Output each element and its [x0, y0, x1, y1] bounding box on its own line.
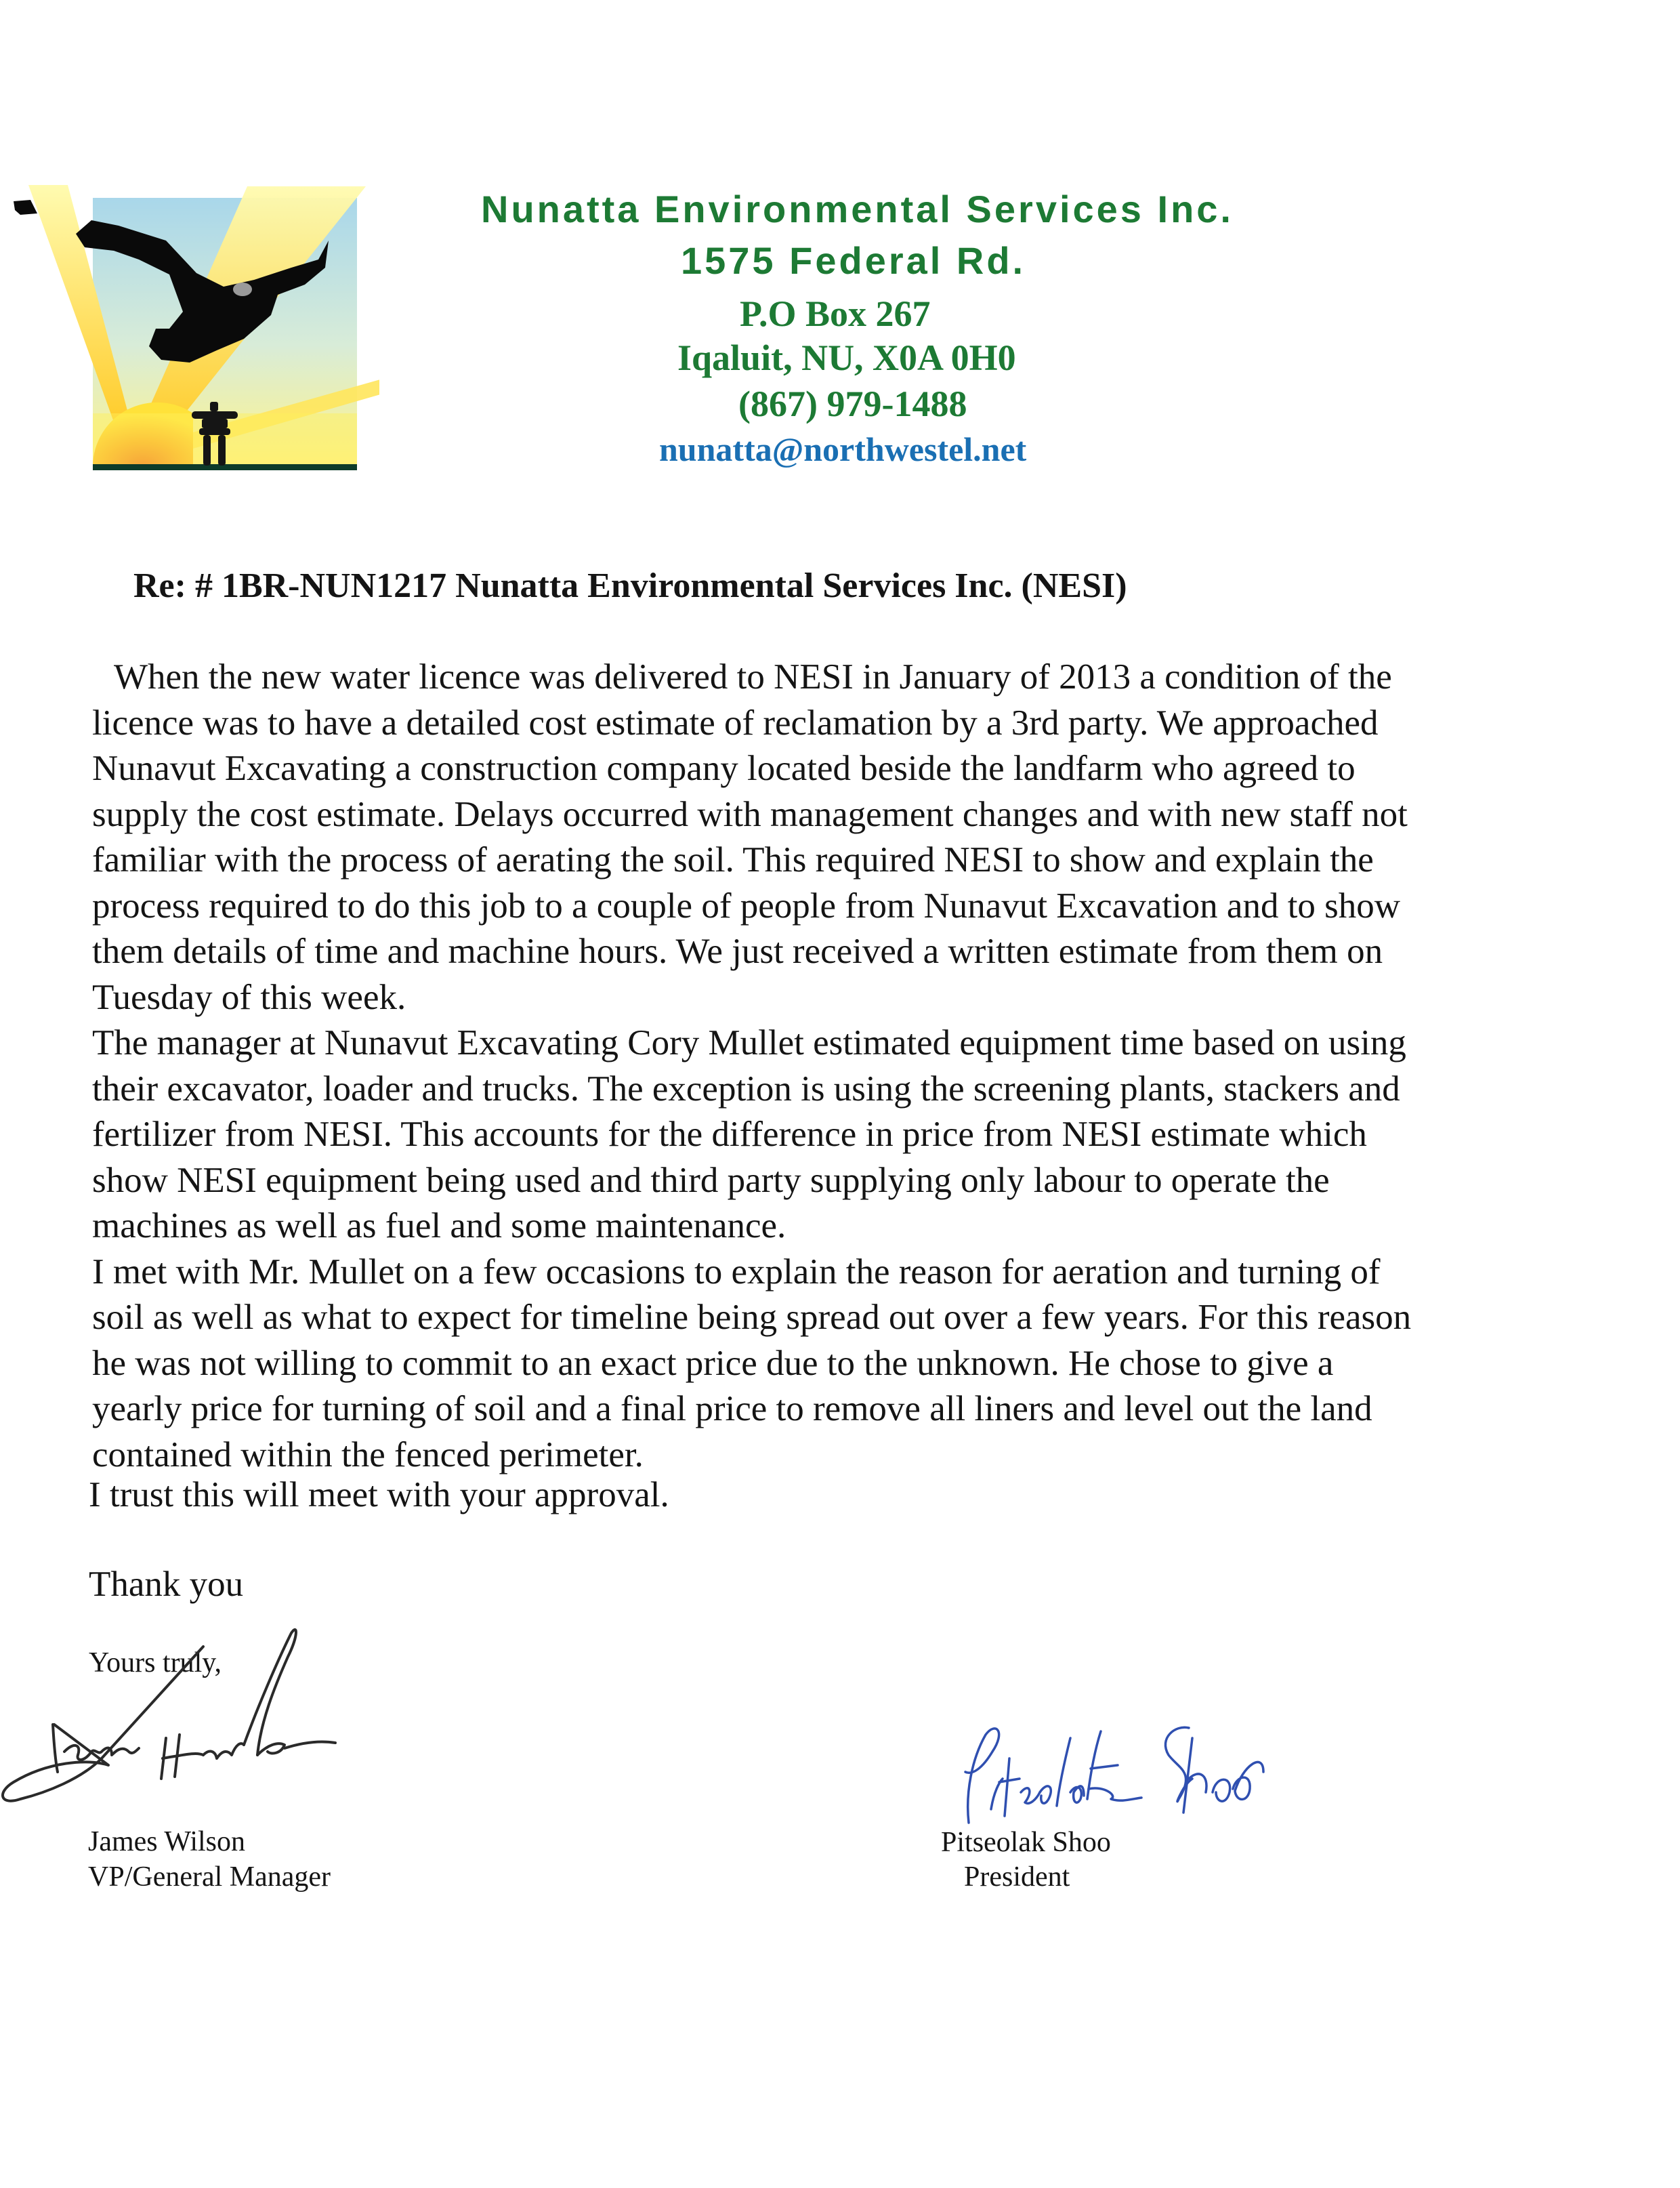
letterhead-street: 1575 Federal Rd. [681, 239, 1026, 282]
logo-ground-line [93, 464, 357, 470]
raven-sun-inukshuk-logo-icon [0, 173, 379, 478]
body-line: show NESI equipment being used and third party supplying only labour to operate the [92, 1160, 1330, 1200]
body-line: licence was to have a detailed cost estimate of reclamation by a 3rd party. We approached [92, 703, 1379, 743]
subject-line: Re: # 1BR-NUN1217 Nunatta Environmental Services Inc. (NESI) [133, 566, 1127, 605]
body-line: The manager at Nunavut Excavating Cory Mullet estimated equipment time based on using [92, 1023, 1406, 1062]
letterhead-email: nunatta@northwestel.net [659, 430, 1027, 468]
letterhead-city: Iqaluit, NU, X0A 0H0 [677, 337, 1016, 378]
body-line: When the new water licence was delivered to NESI in January of 2013 a condition of the [114, 657, 1392, 697]
body-line: yearly price for turning of soil and a final price to remove all liners and level out the land [92, 1389, 1372, 1428]
body-line: I met with Mr. Mullet on a few occasions to explain the reason for aeration and turning of [92, 1252, 1381, 1292]
body-line: Tuesday of this week. [92, 977, 406, 1017]
body-line: their excavator, loader and trucks. The exception is using the screening plants, stackers and [92, 1069, 1400, 1109]
signatory-title: President [964, 1861, 1070, 1893]
body-line: soil as well as what to expect for timeline being spread out over a few years. For this reason [92, 1298, 1412, 1337]
letter-body [92, 655, 1411, 1478]
closing-trust: I trust this will meet with your approval. [89, 1475, 669, 1514]
body-line: them details of time and machine hours. We just received a written estimate from them on [92, 932, 1383, 971]
body-line: he was not willing to commit to an exact price due to the unknown. He chose to give a [92, 1343, 1334, 1383]
body-line: machines as well as fuel and some maintenance. [92, 1206, 786, 1245]
signatory-title: VP/General Manager [88, 1861, 331, 1893]
body-line: Nunavut Excavating a construction company located beside the landfarm who agreed to [92, 749, 1356, 788]
logo-raven-eye [233, 283, 252, 296]
valediction: Yours truly, [89, 1647, 222, 1678]
letterhead-phone: (867) 979-1488 [738, 384, 967, 424]
signatory-name: Pitseolak Shoo [941, 1827, 1111, 1858]
closing-thanks: Thank you [89, 1565, 244, 1604]
signature-james-wilson-icon [0, 1619, 664, 1843]
signature-pitseolak-shoo-icon [945, 1711, 1365, 1833]
body-line: fertilizer from NESI. This accounts for the difference in price from NESI estimate which [92, 1115, 1367, 1154]
body-line: familiar with the process of aerating the soil. This required NESI to show and explain the [92, 840, 1374, 880]
signatory-name: James Wilson [88, 1826, 246, 1857]
letterhead-company: Nunatta Environmental Services Inc. [481, 188, 1234, 230]
logo-raven-tail [14, 200, 37, 215]
body-line: contained within the fenced perimeter. [92, 1434, 644, 1474]
body-line: supply the cost estimate. Delays occurred with management changes and with new staff not [92, 794, 1408, 834]
body-line: process required to do this job to a couple of people from Nunavut Excavation and to show [92, 886, 1401, 926]
letterhead-po-box: P.O Box 267 [740, 293, 931, 334]
